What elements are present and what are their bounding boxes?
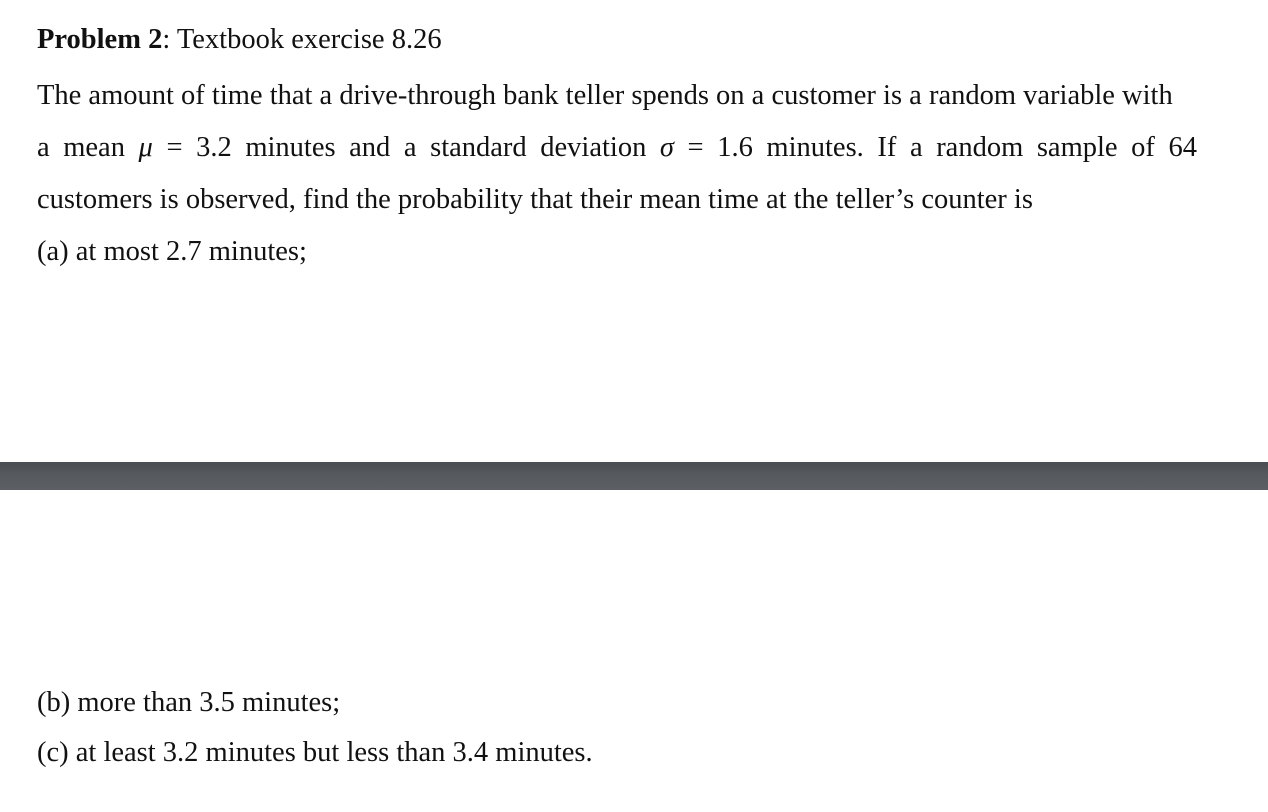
problem-bottom-section xyxy=(37,678,1197,778)
problem-top-section xyxy=(37,18,1197,278)
part-a: (a) at most 2.7 minutes; xyxy=(37,236,307,267)
statement-line-2 xyxy=(37,122,1197,174)
part-b: (b) more than 3.5 minutes; xyxy=(37,687,341,718)
statement-sd-value: = 1.6 minutes. If a random sample of 64 xyxy=(673,132,1197,163)
problem-colon: : xyxy=(162,24,171,55)
problem-title xyxy=(37,18,1197,62)
statement-line-1: The amount of time that a drive-through bank teller spends on a customer is a random variable with xyxy=(37,80,1173,111)
problem-subtitle: Textbook exercise 8.26 xyxy=(170,24,442,55)
part-c: (c) at least 3.2 minutes but less than 3.4 minutes. xyxy=(37,737,593,768)
statement-line-3: customers is observed, find the probability that their mean time at the teller’s counter is xyxy=(37,184,1033,215)
section-divider-bar xyxy=(0,462,1268,490)
statement-mean-prefix: a mean xyxy=(37,132,139,163)
problem-label: Problem 2 xyxy=(37,24,163,55)
statement-mean-value: = 3.2 minutes and a standard deviation xyxy=(152,132,660,163)
sigma-symbol: σ xyxy=(659,132,674,163)
mu-symbol: μ xyxy=(138,132,153,163)
